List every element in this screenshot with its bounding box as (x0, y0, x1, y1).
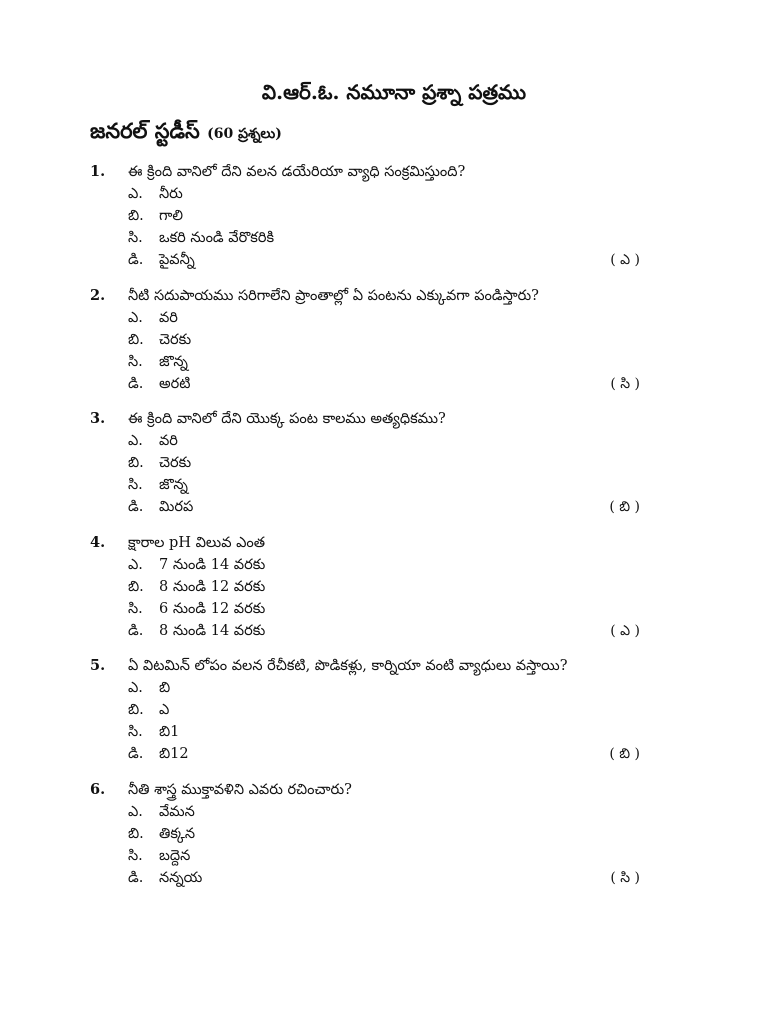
question-list (90, 161, 650, 902)
section-question-count: (60 ప్రశ్నలు) (207, 126, 282, 142)
option-text: చెరకు (159, 455, 192, 471)
section-title: జనరల్ స్టడీస్ (90, 118, 200, 143)
option-a (90, 801, 650, 823)
option-letter: సి. (128, 477, 143, 493)
question-text: నీటి సదుపాయము సరిగాలేని ప్రాంతాల్లో ఏ పంటను ఎక్కువగా పండిస్తారు? (128, 287, 539, 304)
option-letter: సి. (128, 600, 143, 617)
option-text: బి12 (159, 746, 189, 762)
option-letter: డి. (128, 375, 144, 392)
option-a (90, 307, 650, 329)
option-b (90, 576, 650, 598)
question-item (90, 408, 650, 518)
answer-key: ( ఎ ) (610, 252, 640, 268)
option-d (90, 867, 650, 889)
question-number: 6. (90, 780, 106, 798)
answer-key: ( సి ) (610, 869, 640, 886)
question-item (90, 655, 650, 765)
option-c (90, 845, 650, 867)
option-text: 8 నుండి 12 వరకు (159, 578, 266, 595)
option-letter: డి. (128, 746, 144, 762)
question-number: 5. (90, 657, 106, 674)
option-text: మిరప (159, 499, 194, 515)
option-text: తిక్కన (159, 825, 196, 842)
option-text: 7 నుండి 14 వరకు (159, 556, 266, 573)
option-a (90, 677, 650, 699)
option-c (90, 474, 650, 496)
option-letter: ఎ. (128, 186, 143, 202)
option-text: బి1 (159, 724, 180, 740)
option-letter: ఎ. (128, 803, 143, 820)
question-text: ఈ క్రింది వానిలో దేని వలన డయేరియా వ్యాధి సంక్రమిస్తుంది? (128, 164, 466, 180)
option-b (90, 329, 650, 351)
question-item (90, 285, 650, 395)
answer-key: ( బి ) (609, 499, 640, 515)
answer-key: ( బి ) (609, 746, 640, 762)
option-c (90, 351, 650, 373)
option-letter: ఎ. (128, 309, 143, 326)
option-letter: బి. (128, 578, 144, 595)
answer-key: ( సి ) (610, 375, 640, 392)
option-c (90, 598, 650, 620)
question-item (90, 161, 650, 271)
option-d (90, 743, 650, 765)
option-text: గాలి (159, 208, 183, 224)
question-text: ఏ విటమిన్ లోపం వలన రేచీకటి, పొడికళ్లు, కార్నియా వంటి వ్యాధులు వస్తాయి? (128, 658, 568, 674)
option-d (90, 249, 650, 271)
option-text: వేమన (159, 803, 195, 820)
option-b (90, 699, 650, 721)
option-letter: ఎ. (128, 433, 143, 449)
option-b (90, 823, 650, 845)
question-item (90, 532, 650, 642)
option-letter: డి. (128, 252, 144, 268)
option-c (90, 721, 650, 743)
option-letter: సి. (128, 230, 143, 246)
option-letter: బి. (128, 331, 144, 348)
option-a (90, 430, 650, 452)
option-letter: ఎ. (128, 680, 143, 696)
option-text: ఒకరి నుండి వేరొకరికి (159, 230, 275, 246)
question-number: 1. (90, 163, 106, 180)
option-text: బి (159, 680, 171, 696)
option-letter: సి. (128, 353, 143, 370)
option-a (90, 554, 650, 576)
option-text: వరి (159, 309, 178, 326)
option-letter: డి. (128, 622, 144, 639)
question-number: 2. (90, 286, 106, 304)
question-text: క్షారాల pH విలువ ఎంత (128, 534, 266, 551)
paper-title: వి.ఆర్.ఓ. నమూనా ప్రశ్నా పత్రము (261, 80, 527, 104)
option-letter: డి. (128, 869, 144, 886)
option-letter: బి. (128, 702, 144, 718)
option-text: పైవన్నీ (159, 252, 195, 268)
option-text: జొన్న (159, 353, 188, 370)
section-heading (90, 118, 282, 149)
option-text: నన్నయ (159, 869, 203, 886)
option-letter: బి. (128, 208, 144, 224)
option-letter: బి. (128, 825, 144, 842)
question-number: 3. (90, 410, 106, 427)
option-text: బద్దెన (159, 847, 191, 864)
option-text: 6 నుండి 12 వరకు (159, 600, 266, 617)
question-text: ఈ క్రింది వానిలో దేని యొక్క పంట కాలము అత్యధికము? (128, 411, 446, 427)
option-letter: సి. (128, 724, 143, 740)
option-a (90, 183, 650, 205)
option-b (90, 205, 650, 227)
option-d (90, 496, 650, 518)
option-d (90, 373, 650, 395)
option-text: ఎ (159, 702, 170, 718)
question-number: 4. (90, 533, 106, 551)
option-text: నీరు (159, 186, 183, 202)
option-text: అరటి (159, 375, 191, 392)
option-text: చెరకు (159, 331, 192, 348)
option-letter: సి. (128, 847, 143, 864)
option-letter: డి. (128, 499, 144, 515)
option-letter: ఎ. (128, 556, 143, 573)
question-text: నీతి శాస్త్ర ముక్తావళిని ఎవరు రచించారు? (128, 781, 352, 798)
option-b (90, 452, 650, 474)
option-text: వరి (159, 433, 178, 449)
option-letter: బి. (128, 455, 144, 471)
answer-key: ( ఎ ) (610, 622, 640, 639)
option-text: 8 నుండి 14 వరకు (159, 622, 266, 639)
option-text: జొన్న (159, 477, 188, 493)
question-item (90, 779, 650, 889)
option-c (90, 227, 650, 249)
option-d (90, 620, 650, 642)
